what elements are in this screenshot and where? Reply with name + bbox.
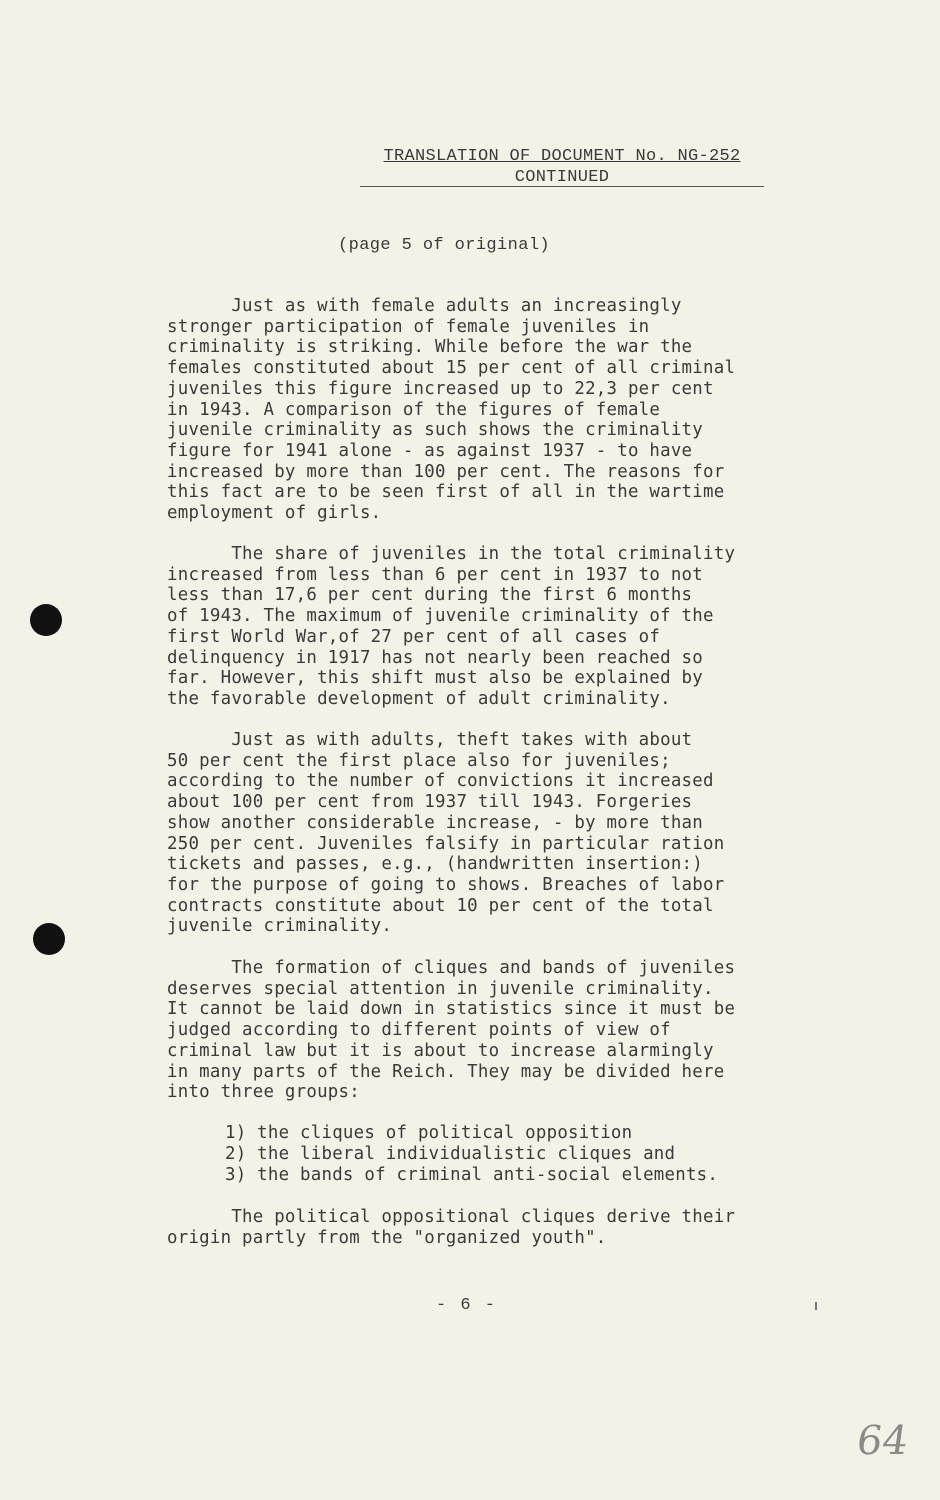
margin-mark [815, 1302, 817, 1310]
paragraph-political-cliques: The political oppositional cliques derive their origin partly from the "organized youth". [167, 1207, 736, 1248]
page-number: - 6 - [436, 1296, 498, 1315]
original-page-note: (page 5 of original) [338, 236, 551, 255]
handwritten-page-number: 64 [853, 1418, 912, 1464]
paragraph-female-juveniles: Just as with female adults an increasingly stronger participation of female juveniles in criminality is striking. While before the war the females constituted about 15 per cent of all criminal juveniles this figure increased up to 22,3 per cent in 1943. A comparison of the figures of female juvenile criminality as such shows the criminality figure for 1941 alone - as against 1937 - to have increased by more than 100 per cent. The reasons for this fact are to be seen first of all in the wartime employment of girls. [167, 296, 736, 524]
list-item: 3) the bands of criminal anti-social elements. [225, 1165, 719, 1185]
header-title: TRANSLATION OF DOCUMENT No. NG-252 [383, 147, 741, 166]
list-item: 2) the liberal individualistic cliques and [225, 1144, 676, 1164]
punch-hole [33, 923, 65, 955]
document-header [360, 146, 764, 188]
paragraph-share-of-juveniles: The share of juveniles in the total criminality increased from less than 6 per cent in 1937 to not less than 17,6 per cent during the first 6 months of 1943. The maximum of juvenile criminality of the first World War,of 27 per cent of all cases of delinquency in 1917 has not nearly been reached so far. However, this shift must also be explained by the favorable development of adult criminality. [167, 544, 736, 709]
header-rule [360, 186, 764, 187]
header-continued: CONTINUED [514, 168, 610, 187]
paragraph-cliques-and-bands: The formation of cliques and bands of juveniles deserves special attention in juvenile criminality. It cannot be laid down in statistics since it must be judged according to different points of view of criminal law but it is about to increase alarmingly in many parts of the Reich. They may be divided here into three groups: [167, 958, 736, 1103]
list-item: 1) the cliques of political opposition [225, 1123, 633, 1143]
paragraph-theft-and-forgeries: Just as with adults, theft takes with about 50 per cent the first place also for juveniles; according to the number of convictions it increased about 100 per cent from 1937 till 1943. Forgeries show another considerable increase, - by more than 250 per cent. Juveniles falsify in particular ration tickets and passes, e.g., (handwritten insertion:) for the purpose of going to shows. Breaches of labor contracts constitute about 10 per cent of the total juvenile criminality. [167, 730, 725, 937]
punch-hole [30, 604, 62, 636]
